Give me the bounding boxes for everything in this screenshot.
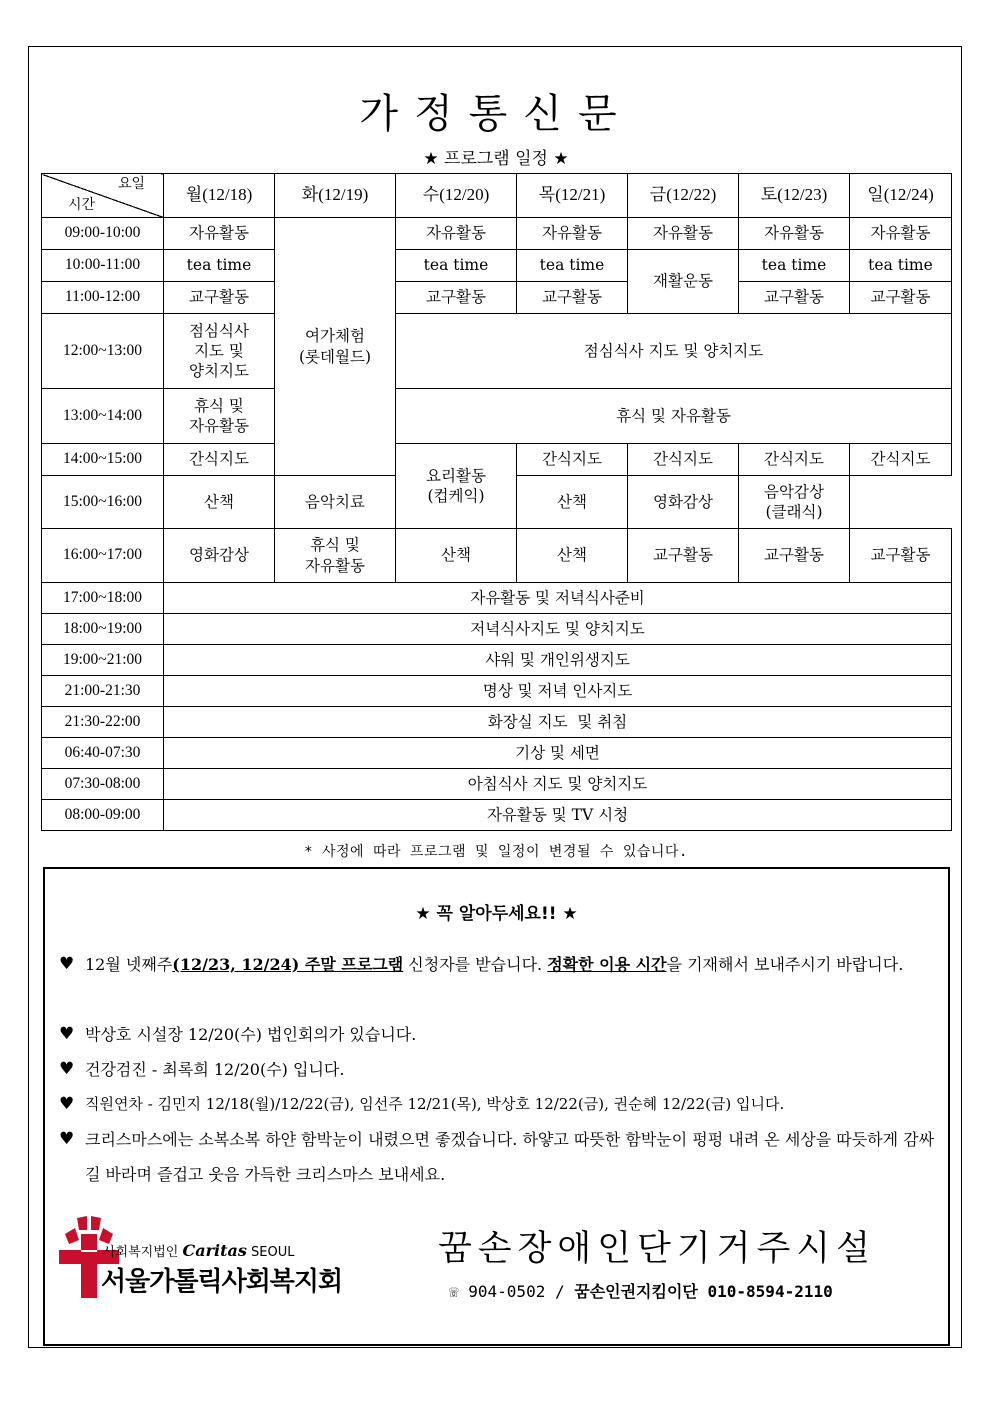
schedule-cell: 간식지도 [739,444,850,476]
notice-box [43,867,950,1346]
schedule-row-full: 기상 및 세면 [164,738,952,769]
schedule-cell: 영화감상 [628,476,739,529]
schedule-cell: tea time [517,250,628,282]
notice-text: 건강검진 - 최록희 12/20(수) 입니다. [85,1060,345,1079]
schedule-cell: 영화감상 [164,529,275,583]
schedule-cell-lunch: 점심식사 지도 및 양치지도 [396,314,952,389]
schedule-cell: 교구활동 [628,529,739,583]
notice-text: 신청자를 받습니다. [403,955,548,974]
schedule-cell: 교구활동 [850,529,952,583]
notice-text: 박상호 시설장 12/20(수) 법인회의가 있습니다. [85,1025,417,1044]
schedule-cell: 자유활동 [850,218,952,250]
schedule-cell: 간식지도 [850,444,952,476]
schedule-cell-music-classic: 음악감상 (클래식) [739,476,850,529]
time-cell: 14:00~15:00 [42,444,164,476]
schedule-cell: 간식지도 [628,444,739,476]
schedule-cell: 교구활동 [850,282,952,314]
day-header-mon: 월(12/18) [164,174,275,218]
schedule-cell: tea time [850,250,952,282]
schedule-cell: 자유활동 [396,218,517,250]
schedule-cell: 산책 [164,476,275,529]
schedule-cell: 교구활동 [739,529,850,583]
schedule-cell: 자유활동 [628,218,739,250]
notice-item [59,1122,939,1192]
schedule-cell-lunch-mon: 점심식사 지도 및 양치지도 [164,314,275,389]
schedule-cell: 산책 [517,476,628,529]
schedule-cell: 간식지도 [517,444,628,476]
day-header-sat: 토(12/23) [739,174,850,218]
schedule-cell: tea time [164,250,275,282]
schedule-cell-rest-tue: 휴식 및 자유활동 [275,529,396,583]
notice-text: 직원연차 - 김민지 12/18(월)/12/22(금), 임선주 12/21(목), 박상호 12/22(금), 권순혜 12/22(금) 입니다. [85,1095,785,1113]
notice-item [59,947,939,982]
time-cell: 16:00~17:00 [42,529,164,583]
schedule-row-full: 아침식사 지도 및 양치지도 [164,769,952,800]
heart-icon: ♥ [59,1059,75,1079]
corner-time-label: 시간 [68,197,96,213]
notice-text: 크리스마스에는 소복소복 하얀 함박눈이 내렸으면 좋겠습니다. 하얗고 따뜻한 함박눈이 펑펑 내려 온 세상을 따듯하게 감싸길 바라며 즐겁고 웃음 가득한 크리스마스 보내세요. [85,1130,935,1184]
notice-text: 12월 넷째주 [85,955,173,974]
logo-subtitle: 사회복지법인 Caritas SEOUL [103,1241,295,1260]
schedule-cell: 교구활동 [517,282,628,314]
time-cell: 09:00-10:00 [42,218,164,250]
time-cell: 06:40-07:30 [42,738,164,769]
schedule-cell-cooking: 요리활동 (컵케익) [396,444,517,529]
page-title: 가정통신문 [359,91,633,137]
time-cell: 21:00-21:30 [42,676,164,707]
facility-name: 꿈손장애인단기거주시설 [438,1229,876,1269]
time-cell: 17:00~18:00 [42,583,164,614]
schedule-row-full: 자유활동 및 TV 시청 [164,800,952,831]
schedule-cell: tea time [396,250,517,282]
corner-day-label: 요일 [117,177,145,192]
time-cell: 18:00~19:00 [42,614,164,645]
schedule-cell-rest-mon: 휴식 및 자유활동 [164,389,275,444]
notice-item [59,1052,939,1087]
schedule-cell: 자유활동 [517,218,628,250]
heart-icon: ♥ [59,954,75,974]
time-cell: 11:00-12:00 [42,282,164,314]
heart-icon: ♥ [59,1024,75,1044]
schedule-cell: tea time [739,250,850,282]
time-cell: 19:00~21:00 [42,645,164,676]
heart-icon: ♥ [59,1129,75,1149]
time-cell: 10:00-11:00 [42,250,164,282]
time-cell: 21:30-22:00 [42,707,164,738]
time-cell: 15:00~16:00 [42,476,164,529]
schedule-cell: 교구활동 [164,282,275,314]
time-cell: 12:00~13:00 [42,314,164,389]
schedule-cell: 자유활동 [739,218,850,250]
day-header-thu: 목(12/21) [517,174,628,218]
schedule-cell: 산책 [396,529,517,583]
schedule-cell: 간식지도 [164,444,275,476]
time-cell: 08:00-09:00 [42,800,164,831]
logo-name: 서울가톨릭사회복지회 [101,1267,343,1297]
notice-item [59,1087,939,1122]
day-header-wed: 수(12/20) [396,174,517,218]
time-cell: 07:30-08:00 [42,769,164,800]
schedule-cell-leisure: 여가체험 (롯데월드) [275,218,396,476]
schedule-cell: 자유활동 [164,218,275,250]
schedule-cell: 음악치료 [275,476,396,529]
notice-emphasis: (12/23, 12/24) 주말 프로그램 [172,955,404,974]
schedule-row-full: 샤워 및 개인위생지도 [164,645,952,676]
notice-item [59,1017,939,1052]
notice-emphasis: 정확한 이용 시간 [547,955,667,974]
schedule-row-full: 명상 및 저녁 인사지도 [164,676,952,707]
day-header-tue: 화(12/19) [275,174,396,218]
schedule-row-full: 화장실 지도 및 취침 [164,707,952,738]
schedule-table [41,173,952,831]
schedule-subtitle: ★ 프로그램 일정 ★ [423,149,569,169]
schedule-cell: 교구활동 [396,282,517,314]
schedule-cell: 산책 [517,529,628,583]
day-header-fri: 금(12/22) [628,174,739,218]
schedule-cell: 교구활동 [739,282,850,314]
notice-text: 을 기재해서 보내주시기 바랍니다. [666,955,904,974]
corner-header [42,174,164,218]
schedule-row-full: 저녁식사지도 및 양치지도 [164,614,952,645]
notice-title: ★ 꼭 알아두세요!! ★ [415,904,578,924]
phone-number: ☏ 904-0502 / [449,1282,575,1301]
schedule-row-full: 자유활동 및 저녁식사준비 [164,583,952,614]
schedule-note: * 사정에 따라 프로그램 및 일정이 변경될 수 있습니다. [304,844,688,860]
time-cell: 13:00~14:00 [42,389,164,444]
day-header-sun: 일(12/24) [850,174,952,218]
hotline-number: 꿈손인권지킴이단 010-8594-2110 [574,1282,833,1301]
schedule-cell-rest: 휴식 및 자유활동 [396,389,952,444]
contact-line [449,1279,833,1302]
schedule-cell-rehab: 재활운동 [628,250,739,314]
heart-icon: ♥ [59,1094,75,1114]
